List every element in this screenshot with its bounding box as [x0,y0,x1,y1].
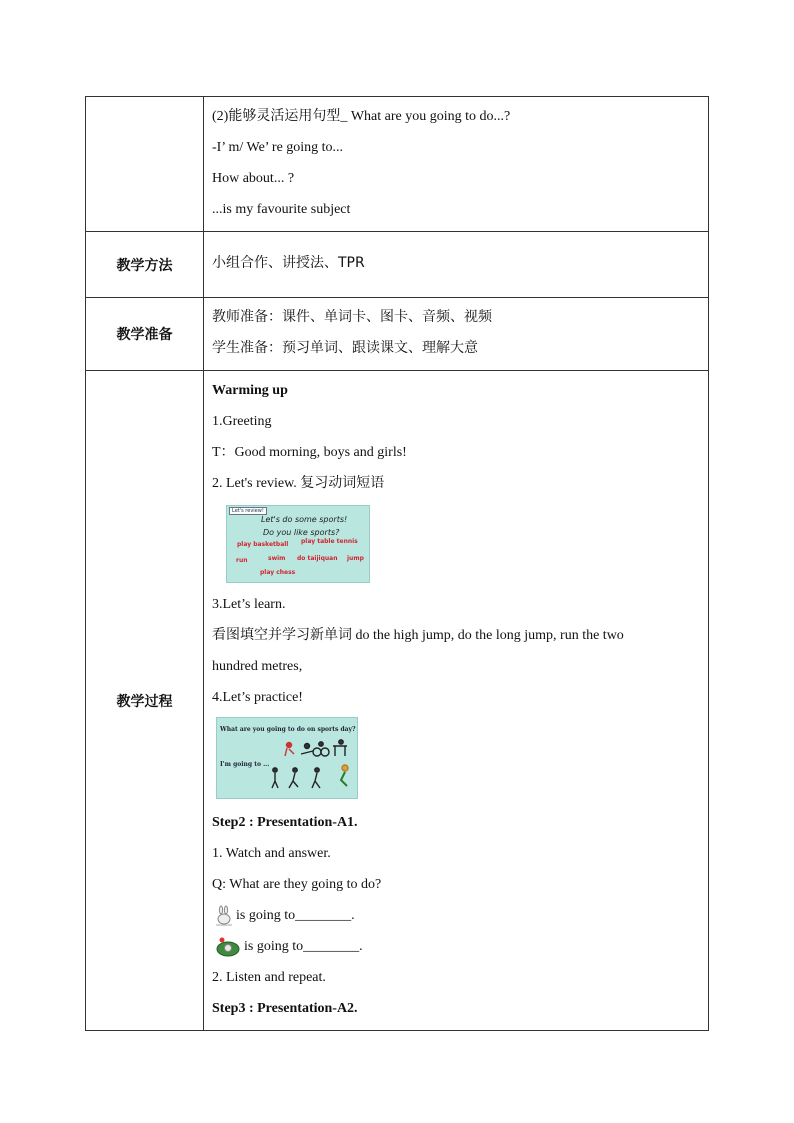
greeting-line: 1.Greeting [212,414,272,429]
learn-detail-line: 看图填空并学习新单词 do the high jump, do the long jump, run the two [212,628,624,643]
objectives-label-cell [86,97,204,232]
preparation-content [204,298,709,371]
methods-text: 小组合作、讲授法、TPR [212,255,365,271]
blank-text: is going to________. [236,908,355,923]
rabbit-icon [212,905,236,927]
objective-line: How about... ? [212,171,295,186]
preparation-label: 教学准备 [86,298,204,371]
listen-line: 2. Listen and repeat. [212,970,326,985]
practice-question: What are you going to do on sports day? [220,726,356,733]
objectives-content [204,97,709,232]
lesson-plan-table [85,96,709,1031]
objective-line: ...is my favourite subject [212,202,351,217]
process-label: 教学过程 [86,371,204,1031]
question-line: Q: What are they going to do? [212,877,382,892]
slide-line: Do you like sports? [263,528,340,537]
blank-text: is going to________. [244,939,363,954]
learn-detail-line: hundred metres, [212,659,303,674]
blank-line-2 [212,931,700,962]
practice-slide-image [216,717,358,799]
review-slide-image [226,505,370,583]
methods-content [204,232,709,298]
sport-word: play chess [260,569,296,576]
sport-figures-icon [217,718,357,798]
teacher-greeting: T：Good morning, boys and girls! [212,445,407,460]
sport-word: swim [268,555,286,562]
objective-line: (2)能够灵活运用句型_ What are you going to do...? [212,109,511,124]
slide-line: Let's do some sports! [261,515,348,524]
preparation-row [86,298,709,371]
sport-word: play basketball [237,541,289,548]
methods-row [86,232,709,298]
sport-word: play table tennis [301,538,358,545]
watch-line: 1. Watch and answer. [212,846,331,861]
sport-word: jump [347,555,364,562]
objective-line: -I’ m/ We’ re going to... [212,140,344,155]
methods-label: 教学方法 [86,232,204,298]
learn-detail [212,620,700,682]
practice-answer: I'm going to ... [220,761,270,768]
sport-word: run [236,557,248,564]
slide-tag: Let's review! [229,507,267,515]
process-row [86,371,709,1031]
review-line: 2. Let's review. 复习动词短语 [212,476,385,491]
learn-line: 3.Let’s learn. [212,597,286,612]
turtle-icon [212,936,244,958]
warming-up-heading: Warming up [212,383,288,398]
teacher-preparation: 教师准备：课件、单词卡、图卡、音频、视频 [212,309,492,325]
step2-heading: Step2 : Presentation-A1. [212,815,358,830]
process-content [204,371,709,1031]
blank-line-1 [212,900,700,931]
objectives-row [86,97,709,232]
practice-line: 4.Let’s practice! [212,690,303,705]
student-preparation: 学生准备：预习单词、跟读课文、理解大意 [212,340,478,356]
step3-heading: Step3 : Presentation-A2. [212,1001,358,1016]
sport-word: do taijiquan [297,555,338,562]
